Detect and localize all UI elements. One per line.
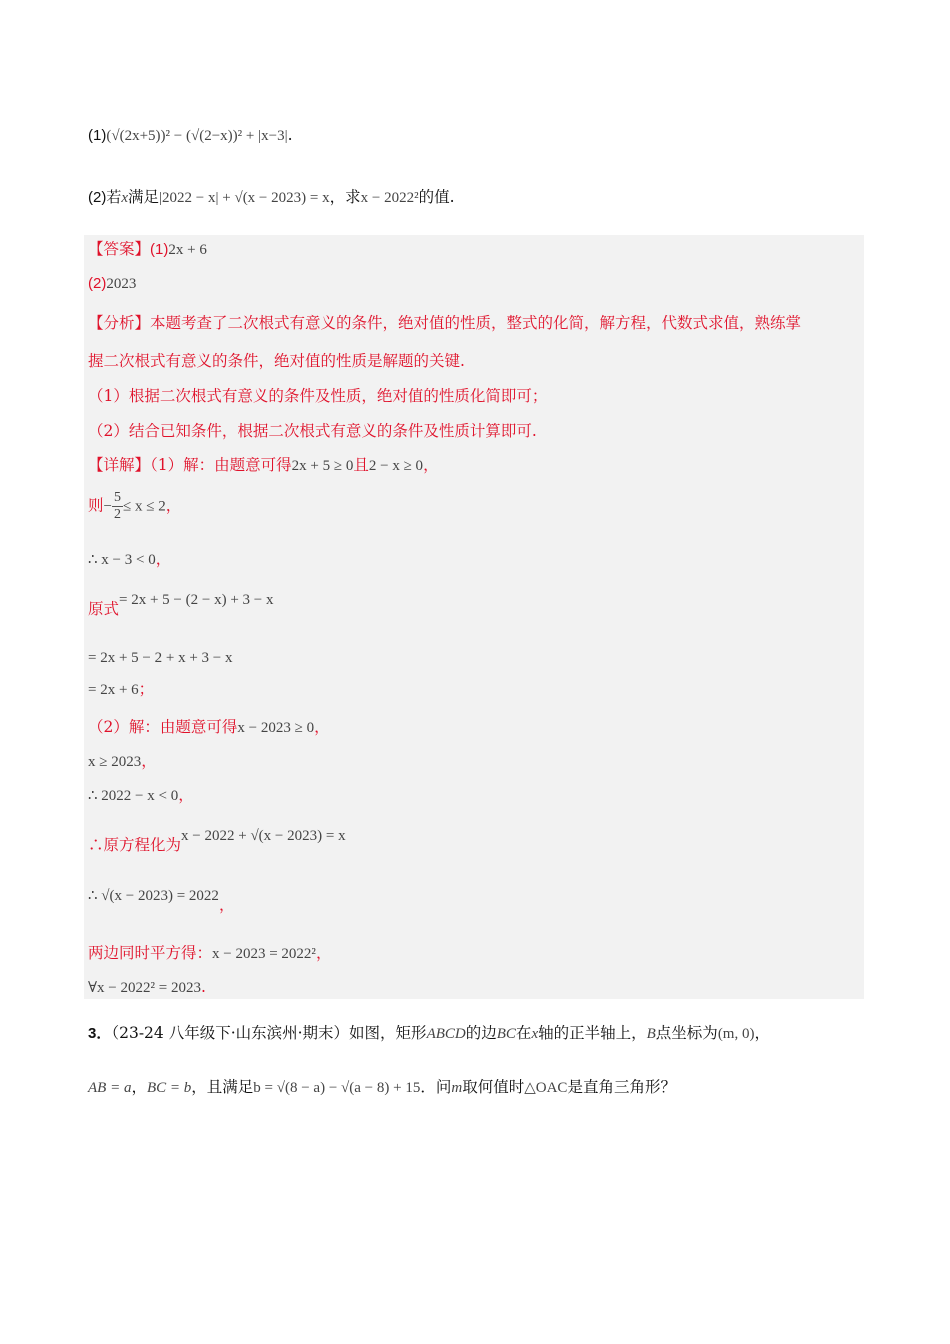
detail-orig — [88, 588, 274, 618]
problem-number: 3． — [88, 1025, 112, 1042]
period: . — [200, 978, 206, 996]
detail-result1 — [88, 678, 154, 701]
answer2-label: (2) — [88, 275, 107, 292]
detail-p2-intro: （2）解：由题意可得 — [88, 718, 238, 736]
problem-part1 — [88, 124, 293, 147]
text-t6: ，且满足 — [191, 1078, 254, 1096]
detail-sqrt-eq — [88, 884, 235, 914]
transform-expression: x − 2022 + √(x − 2023) = x — [181, 828, 346, 844]
detail-transform — [88, 824, 346, 854]
part2-end: 的值. — [418, 188, 455, 206]
answer-tag: 【答案】 — [88, 240, 151, 258]
axis-name: x — [531, 1026, 539, 1042]
side-name: BC — [496, 1026, 516, 1042]
transform-label: 原方程化为 — [103, 836, 182, 854]
detail-final — [88, 976, 206, 999]
square-both-label: 两边同时平方得： — [88, 944, 213, 962]
analysis-step1-text: （1）根据二次根式有意义的条件及性质，绝对值的性质化简即可； — [88, 387, 548, 405]
analysis-step2-text: （2）结合已知条件，根据二次根式有意义的条件及性质计算即可. — [88, 422, 537, 440]
part1-label: (1) — [88, 127, 107, 144]
answer1-value: 2x + 6 — [168, 242, 207, 258]
analysis-text1: 本题考查了二次根式有意义的条件，绝对值的性质，整式的化简，解方程，代数式求值，熟练掌 — [150, 314, 802, 332]
square-expression: x − 2023 = 2022² — [212, 946, 316, 962]
next-problem-line-1 — [88, 1022, 770, 1045]
answer1-label: (1) — [150, 241, 169, 258]
condition-expression: b = √(8 − a) − √(a − 8) + 15 — [253, 1080, 421, 1096]
triangle-name: △OAC — [524, 1080, 568, 1096]
rect-name: ABCD — [426, 1026, 466, 1042]
part2-label: (2)若 — [88, 189, 122, 206]
comma: ， — [165, 496, 182, 515]
problem-part2 — [88, 186, 455, 209]
bc-eq: BC = b — [146, 1080, 192, 1096]
semicolon: ； — [138, 680, 155, 698]
then-label: 则 — [88, 496, 104, 515]
original-label: 原式 — [88, 600, 120, 618]
problem-source: （23-24 八年级下·山东滨州·期末）如图，矩形 — [111, 1024, 427, 1042]
final-result: ∀x − 2022² = 2023 — [88, 980, 201, 996]
text-t7: ．问 — [420, 1078, 452, 1096]
detail-p1-and: 且 — [353, 456, 369, 474]
comma: ， — [315, 944, 332, 962]
fraction-denominator: 2 — [113, 507, 121, 522]
text-t1: 的边 — [465, 1024, 497, 1042]
text-t2: 在 — [515, 1024, 532, 1042]
text-t3: 轴的正半轴上， — [538, 1024, 647, 1042]
answer-line-2 — [88, 272, 136, 295]
part2-var: x — [121, 190, 129, 206]
result-part1: = 2x + 6 — [88, 682, 139, 698]
comma: ， — [155, 550, 172, 568]
text-t5: ， — [754, 1024, 770, 1042]
analysis-line-1 — [88, 312, 801, 334]
sqrt-equation: ∴ √(x − 2023) = 2022 — [88, 888, 219, 904]
comma: ， — [141, 752, 157, 770]
answer-line-1 — [88, 238, 207, 261]
comma: ， — [423, 456, 439, 474]
analysis-step1 — [88, 385, 547, 407]
comma: ， — [218, 896, 235, 914]
ab-eq: AB = a — [88, 1080, 132, 1096]
detail-neg2 — [88, 784, 194, 807]
detail-p2-line — [88, 716, 330, 739]
part2-ask: ，求 — [329, 188, 361, 206]
original-expression: = 2x + 5 − (2 − x) + 3 − x — [119, 592, 274, 608]
part2-mid: 满足 — [128, 188, 160, 206]
point-coordinate: (m, 0) — [717, 1026, 755, 1042]
fraction-numerator: 5 — [113, 490, 121, 505]
therefore-symbol: ∴ — [88, 836, 104, 854]
part2-target: x − 2022² — [360, 190, 419, 206]
text-t8: 取何值时 — [462, 1078, 525, 1096]
text-t9: 是直角三角形？ — [567, 1078, 676, 1096]
answer2-value: 2023 — [106, 276, 137, 292]
analysis-line-2 — [88, 350, 465, 372]
x-minus-3-negative: ∴ x − 3 < 0 — [88, 552, 156, 568]
part1-expression: (√(2x+5))² − (√(2−x))² + |x−3| — [106, 128, 288, 144]
m-var: m — [451, 1080, 463, 1096]
detail-range — [88, 490, 181, 523]
detail-line-1 — [88, 454, 439, 477]
x-ge-2023: x ≥ 2023 — [88, 754, 142, 770]
detail-neg1 — [88, 548, 171, 571]
2022-minus-x-negative: ∴ 2022 − x < 0 — [88, 788, 179, 804]
part2-condition: |2022 − x| + √(x − 2023) = x — [159, 190, 330, 206]
analysis-text2: 握二次根式有意义的条件，绝对值的性质是解题的关键. — [88, 352, 465, 370]
analysis-tag: 【分析】 — [88, 314, 151, 332]
expanded-expression: = 2x + 5 − 2 + x + 3 − x — [88, 650, 233, 666]
text-t4: 点坐标为 — [655, 1024, 718, 1042]
part1-end: . — [287, 126, 293, 144]
comma: ， — [314, 718, 330, 736]
detail-expand — [88, 646, 233, 669]
analysis-step2 — [88, 420, 537, 442]
detail-p1-intro: （1）解：由题意可得 — [150, 456, 292, 474]
point-name: B — [646, 1026, 656, 1042]
range-neg: − — [103, 498, 112, 515]
fraction-five-halves — [112, 490, 123, 523]
detail-tag: 【详解】 — [88, 456, 151, 474]
separator: ， — [131, 1078, 147, 1096]
detail-square — [88, 942, 331, 965]
next-problem-line-2 — [88, 1076, 676, 1099]
detail-p1-cond2: 2 − x ≥ 0 — [368, 458, 424, 474]
comma: ， — [178, 786, 194, 804]
detail-p2-cond: x − 2023 ≥ 0 — [237, 720, 315, 736]
range-rest: ≤ x ≤ 2 — [122, 498, 166, 515]
detail-x-ge — [88, 750, 157, 773]
detail-p1-cond1: 2x + 5 ≥ 0 — [291, 458, 354, 474]
